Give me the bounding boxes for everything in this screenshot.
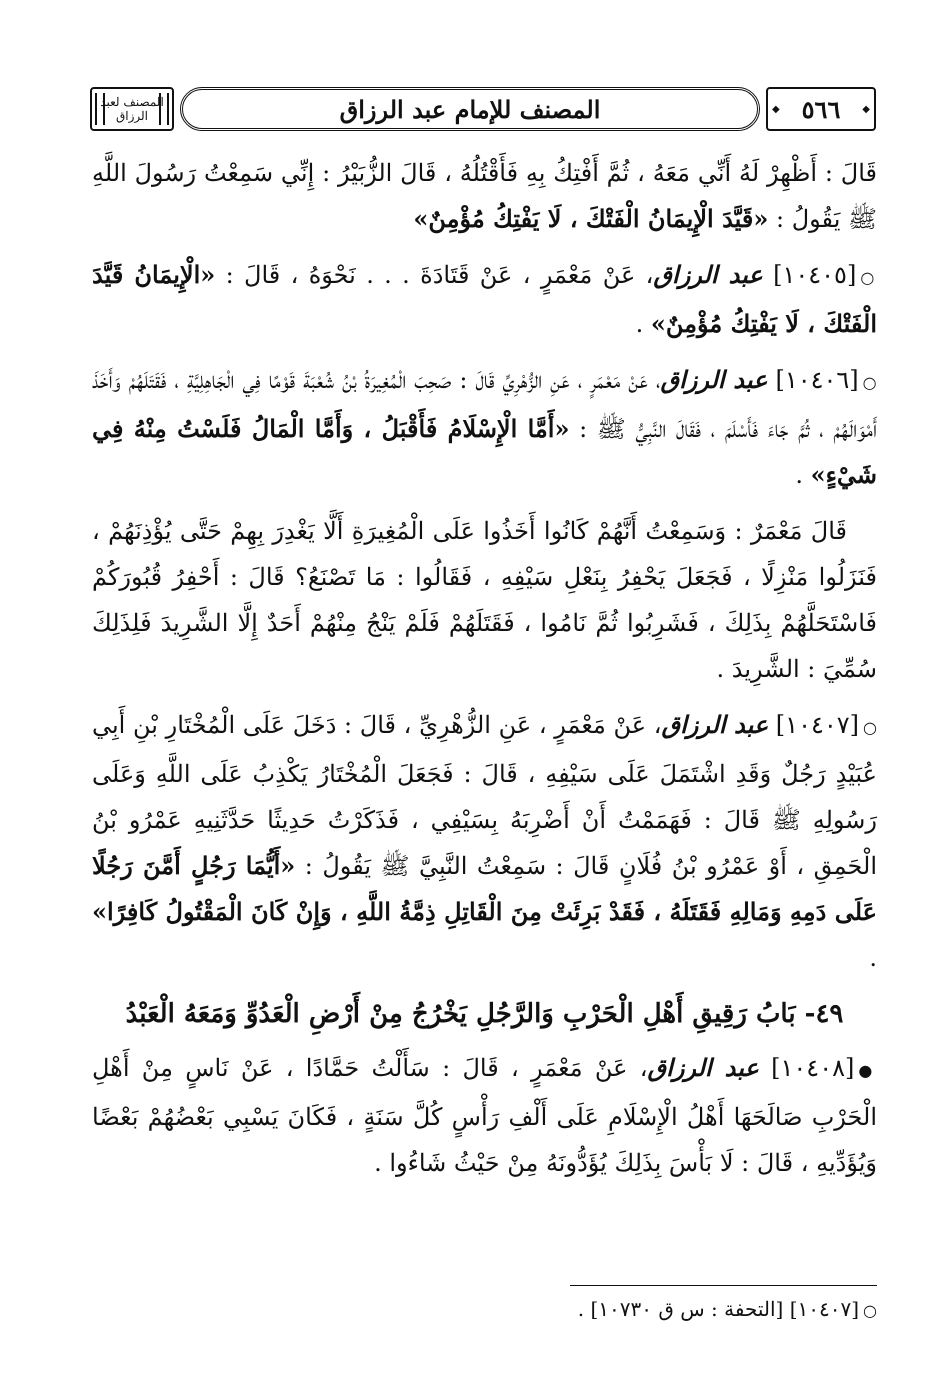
footnote-divider bbox=[570, 1285, 877, 1286]
narrator-name: عبد الرزاق bbox=[653, 260, 763, 289]
hadith-text: ، عَنْ مَعْمَرٍ ، عَنْ قَتَادَةَ . . . نَحْوَهُ ، قَالَ : bbox=[215, 261, 654, 289]
footnote-text: [١٠٤٠٧] [التحفة : س ق ١٠٧٣٠] . bbox=[577, 1297, 860, 1321]
page-header bbox=[90, 84, 876, 134]
footnote bbox=[92, 1294, 877, 1326]
hadith-number: [١٠٤٠٧] bbox=[775, 711, 859, 739]
hadith-end: . bbox=[795, 461, 811, 489]
hadith-end: . bbox=[635, 310, 651, 338]
hadith-text: ، عَنْ مَعْمَرٍ ، عَنِ الزُّهْرِيِّ ، قَالَ : دَخَلَ عَلَى الْمُخْتَارِ بْنِ أَبِي عُبَيْدٍ رَجُلٌ وَقَدِ اشْتَمَلَ عَلَى سَيْفِهِ ، قَالَ : فَجَعَلَ الْمُخْتَارُ يَكْذِبُ عَلَى اللَّهِ وَعَلَى رَسُولِهِ ﷺ قَالَ : فَهَمَمْتُ أَنْ أَضْرِبَهُ بِسَيْفِي ، فَذَكَرْتُ حَدِيثًا حَدَّثَنِيهِ عَمْرُو بْنُ الْحَمِقِ ، أَوْ عَمْرُو بْنُ فُلَانٍ قَالَ : سَمِعْتُ النَّبِيَّ ﷺ يَقُولُ : bbox=[92, 711, 877, 880]
page-body bbox=[92, 150, 877, 1196]
hollow-circle-marker-icon: ○ bbox=[860, 268, 877, 287]
book-logo bbox=[90, 87, 174, 131]
book-logo-text: المصنف لعبد الرزاق bbox=[100, 95, 164, 123]
mamar-commentary bbox=[92, 508, 877, 692]
header-title-frame bbox=[180, 87, 760, 131]
narrator-name: عبد الرزاق bbox=[647, 1053, 759, 1082]
hadith-10408 bbox=[92, 1045, 877, 1186]
hadith-10406 bbox=[92, 357, 877, 498]
narrator-name: عبد الرزاق bbox=[660, 365, 768, 394]
hadith-quote: «أَمَّا الْإِسْلَامُ فَأَقْبَلُ ، وَأَمَّا الْمَالُ فَلَسْتُ مِنْهُ فِي شَيْءٍ» bbox=[92, 414, 877, 489]
hadith-number: [١٠٤٠٥] bbox=[773, 261, 857, 289]
hadith-end: . bbox=[869, 944, 877, 972]
hadith-10405 bbox=[92, 252, 877, 347]
hadith-number: [١٠٤٠٨] bbox=[771, 1054, 855, 1082]
book-title: المصنف للإمام عبد الرزاق bbox=[339, 94, 601, 124]
page-number-box bbox=[766, 87, 876, 131]
page-number: ◆ ٥٦٦ bbox=[801, 94, 841, 124]
hadith-quote: «أَيُّمَا رَجُلٍ أَمَّنَ رَجُلًا عَلَى دَمِهِ وَمَالِهِ فَقَتَلَهُ ، فَقَدْ بَرِئَتْ مِنَ الْقَاتِلِ ذِمَّةُ اللَّهِ ، وَإِنْ كَانَ الْمَقْتُولُ كَافِرًا» bbox=[92, 851, 878, 926]
hadith-text: ، عَنْ مَعْمَرٍ ، عَنِ الزُّهْرِيِّ قَالَ : صَحِبَ الْمُغِيرَةُ بْنُ شُعْبَةَ قَوْمًا فِي الْجَاهِلِيَّةِ ، فَقَتَلَهُمْ وَأَخَذَ أَمْوَالَهُمْ ، ثُمَّ جَاءَ فَأَسْلَمَ ، فَقَالَ النَّبِيُّ ﷺ : bbox=[92, 366, 877, 443]
hadith-continuation bbox=[92, 150, 877, 242]
narrator-name: عبد الرزاق bbox=[661, 710, 769, 739]
hollow-circle-marker-icon: ○ bbox=[863, 1301, 877, 1320]
hollow-circle-marker-icon: ○ bbox=[862, 373, 877, 392]
hadith-quote: «الْإِيمَانُ قَيَّدَ الْفَتْكَ ، لَا يَفْتِكُ مُؤْمِنٌ» bbox=[92, 260, 877, 338]
hadith-number: [١٠٤٠٦] bbox=[775, 366, 859, 394]
hadith-text: ، عَنْ مَعْمَرٍ ، قَالَ : سَأَلْتُ حَمَّادًا ، عَنْ نَاسٍ مِنْ أَهْلِ الْحَرْبِ صَالَحَهَا أَهْلُ الْإِسْلَامِ عَلَى أَلْفِ رَأْسٍ كُلَّ سَنَةٍ ، فَكَانَ يَسْبِي بَعْضُهُمْ بَعْضًا وَيُؤَدِّيهِ ، قَالَ : لَا بَأْسَ بِذَلِكَ يُؤَدُّونَهُ مِنْ حَيْثُ شَاءُوا . bbox=[92, 1054, 877, 1177]
solid-circle-marker-icon: ● bbox=[858, 1061, 877, 1080]
hadith-quote: «قَيَّدَ الْإِيمَانُ الْفَتْكَ ، لَا يَفْتِكُ مُؤْمِنٌ» bbox=[413, 204, 769, 233]
chapter-heading: ٤٩- بَابُ رَقِيقِ أَهْلِ الْحَرْبِ وَالرَّجُلِ يَخْرُجُ مِنْ أَرْضِ الْعَدُوِّ وَمَعَهُ الْعَبْدُ bbox=[125, 999, 844, 1029]
hadith-text: قَالَ : أَظْهِرْ لَهُ أَنِّي مَعَهُ ، ثُمَّ أَفْتِكُ بِهِ فَأَقْتُلُهُ ، قَالَ الزُّبَيْرُ : إِنِّي سَمِعْتُ رَسُولَ اللَّهِ ﷺ يَقُولُ : bbox=[92, 159, 877, 233]
hollow-circle-marker-icon: ○ bbox=[863, 718, 877, 737]
commentary-text: قَالَ مَعْمَرٌ : وَسَمِعْتُ أَنَّهُمْ كَانُوا أَخَذُوا عَلَى الْمُغِيرَةِ أَلَّا يَغْدِرَ بِهِمْ حَتَّى يُؤْذِنَهُمْ ، فَنَزَلُوا مَنْزِلًا ، فَجَعَلَ يَحْفِرُ بِنَعْلِ سَيْفِهِ ، فَقَالُوا : مَا تَصْنَعُ؟ قَالَ : أَحْفِرُ قُبُورَكُمْ فَاسْتَحَلَّهُمْ بِذَلِكَ ، فَشَرِبُوا ثُمَّ نَامُوا ، فَقَتَلَهُمْ فَلَمْ يَنْجُ مِنْهُمْ أَحَدٌ إِلَّا الشَّرِيدَ فَلِذَلِكَ سُمِّيَ : الشَّرِيدَ . bbox=[92, 517, 877, 683]
hadith-10407 bbox=[92, 702, 877, 981]
